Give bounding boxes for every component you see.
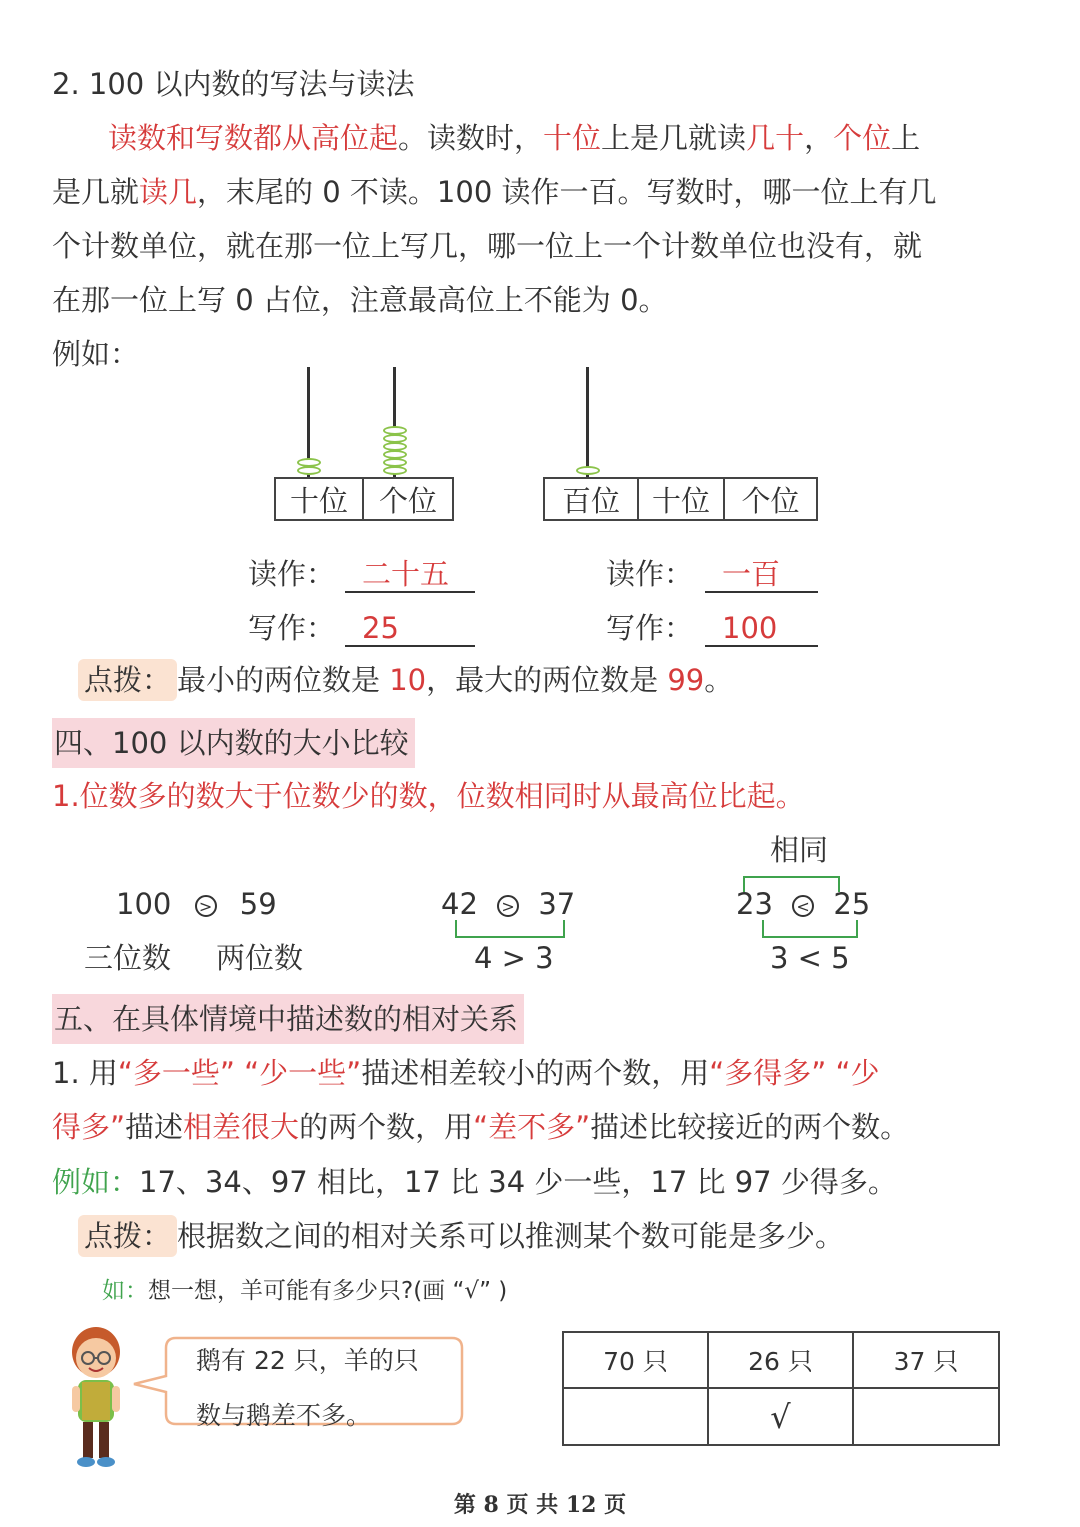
question-label: 如： (102, 1278, 148, 1304)
section-title-4: 四、100 以内数的大小比较 (52, 718, 415, 768)
example-label: 例如： (52, 337, 140, 371)
red-text: 个位 (833, 121, 892, 155)
green-bracket (762, 920, 858, 938)
section-title-5: 五、在具体情境中描述数的相对关系 (52, 994, 524, 1044)
digit-count-label: 三位数 (84, 941, 172, 975)
mark-cell[interactable] (852, 1387, 1000, 1446)
question-line (102, 1280, 507, 1303)
answer-underline (705, 645, 818, 647)
read-answer: 二十五 (362, 557, 450, 591)
read-label: 读作： (248, 557, 336, 591)
answer-underline (345, 591, 475, 593)
number: 37 (538, 887, 576, 921)
digit-comparison: 3 < 5 (770, 941, 850, 975)
section5-line-1 (52, 1056, 880, 1090)
red-text: 读几 (139, 175, 198, 209)
text: 1. 用 (52, 1056, 118, 1090)
red-text: 得多” (52, 1110, 126, 1144)
section-heading: 2. 100 以内数的写法与读法 (52, 67, 415, 101)
page-number: 第 8 页 共 12 页 (453, 1492, 627, 1518)
comparison-example-3 (736, 887, 871, 921)
bead (297, 466, 321, 475)
boy-illustration (56, 1322, 136, 1470)
write-answer: 100 (722, 611, 778, 645)
red-text: “多得多” “少 (709, 1056, 880, 1090)
read-answer: 一百 (722, 557, 781, 591)
abacus-rod (586, 367, 589, 477)
number: 59 (239, 887, 277, 921)
option-cell: 26 只 (707, 1331, 854, 1389)
digit-count-label: 两位数 (216, 941, 304, 975)
place-label-ones: 个位 (723, 477, 818, 521)
text: 根据数之间的相对关系可以推测某个数可能是多少。 (177, 1219, 845, 1253)
red-text: 读数和写数都从高位起 (108, 121, 399, 155)
place-label-hundreds: 百位 (543, 477, 639, 521)
read-label: 读作： (606, 557, 694, 591)
example-text: 17、34、97 相比，17 比 34 少一些，17 比 97 少得多。 (139, 1165, 897, 1199)
number: 23 (736, 887, 773, 921)
comparison-example-1 (116, 887, 277, 921)
text: 上 (891, 121, 921, 155)
green-bracket (455, 920, 565, 938)
text: 上是几就读 (601, 121, 747, 155)
greater-than-circled: > (195, 895, 217, 917)
option-cell: 70 只 (562, 1331, 709, 1389)
tip-line (78, 1219, 845, 1253)
speech-bubble-line-2: 数与鹅差不多。 (196, 1401, 372, 1430)
tip-label: 点拨： (78, 659, 177, 701)
red-text: 相差很大 (183, 1110, 300, 1144)
tip-label: 点拨： (78, 1215, 177, 1257)
place-label-ones: 个位 (362, 477, 454, 521)
text: 。 (704, 663, 734, 697)
text: 是几就 (52, 175, 140, 209)
option-cell: 37 只 (852, 1331, 1000, 1389)
red-text: “多一些” “少一些” (117, 1056, 362, 1090)
answer-underline (705, 591, 818, 593)
red-number: 10 (389, 663, 427, 697)
text: 的两个数，用 (299, 1110, 474, 1144)
digit-comparison: 4 > 3 (474, 941, 554, 975)
same-label: 相同 (770, 833, 829, 867)
place-label-tens: 十位 (637, 477, 725, 521)
text: ， (804, 121, 834, 155)
question-text: 想一想，羊可能有多少只?(画 “√” ) (148, 1278, 508, 1304)
number: 100 (116, 887, 172, 921)
text: 描述比较接近的两个数。 (590, 1110, 910, 1144)
write-answer: 25 (362, 611, 399, 645)
number: 25 (833, 887, 871, 921)
mark-cell-checked[interactable]: √ (707, 1387, 854, 1446)
paragraph-line-3: 个计数单位，就在那一位上写几，哪一位上一个计数单位也没有，就 (52, 229, 923, 263)
number: 42 (441, 887, 478, 921)
less-than-circled: < (792, 895, 814, 917)
write-label: 写作： (606, 611, 694, 645)
speech-bubble-line-1: 鹅有 22 只，羊的只 (196, 1346, 419, 1375)
comparison-example-2 (441, 887, 576, 921)
red-text: 十位 (543, 121, 602, 155)
paragraph-line-1 (108, 121, 921, 155)
rule-text: 1.位数多的数大于位数少的数，位数相同时从最高位比起。 (52, 779, 805, 813)
greater-than-circled: > (497, 895, 519, 917)
bead (576, 466, 600, 475)
mark-cell[interactable] (562, 1387, 709, 1446)
red-text: “差不多” (473, 1110, 591, 1144)
bead (383, 466, 407, 475)
section5-example (52, 1165, 897, 1199)
write-label: 写作： (248, 611, 336, 645)
text: 。读数时， (398, 121, 544, 155)
text: 最小的两位数是 (177, 663, 390, 697)
red-text: 几十 (746, 121, 805, 155)
text: 描述相差较小的两个数，用 (361, 1056, 710, 1090)
text: ，末尾的 0 不读。100 读作一百。写数时，哪一位上有几 (197, 175, 937, 209)
paragraph-line-4: 在那一位上写 0 占位，注意最高位上不能为 0。 (52, 283, 668, 317)
tip-line (78, 663, 734, 697)
place-label-tens: 十位 (274, 477, 364, 521)
red-number: 99 (667, 663, 705, 697)
text: ，最大的两位数是 (426, 663, 668, 697)
paragraph-line-2 (52, 175, 937, 209)
example-label: 例如： (52, 1165, 140, 1199)
answer-underline (345, 645, 475, 647)
section5-line-2 (52, 1110, 910, 1144)
text: 描述 (125, 1110, 184, 1144)
